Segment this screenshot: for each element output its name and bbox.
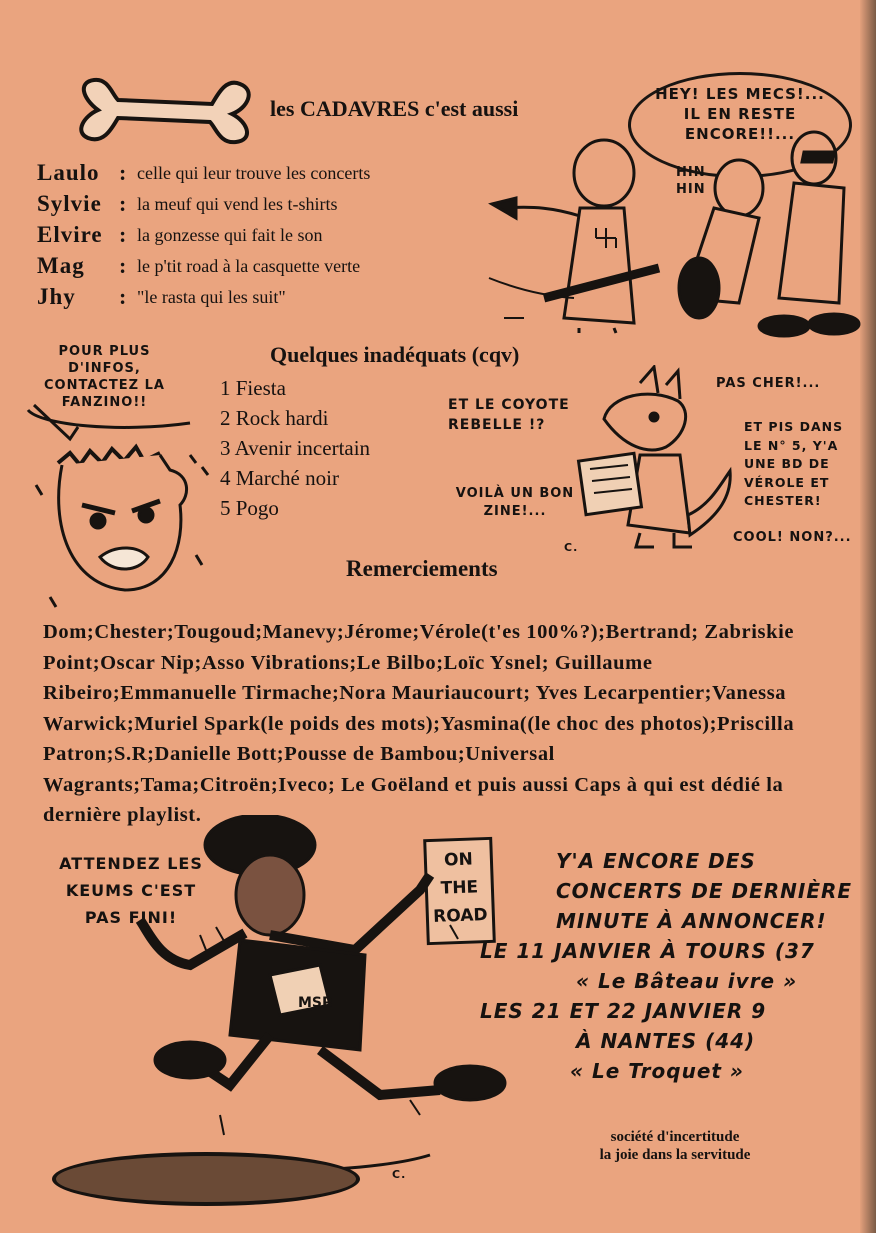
crew-name: Sylvie — [37, 191, 102, 216]
crew-role: le p'tit road à la casquette verte — [137, 256, 361, 276]
crew-row — [37, 284, 477, 315]
separator: : — [119, 253, 127, 278]
song-item: 4 Marché noir — [220, 466, 339, 490]
crew-role: "le rasta qui les suit" — [137, 287, 286, 307]
separator: : — [119, 222, 127, 247]
crew-name: Jhy — [37, 284, 76, 309]
jacket-text: MSP — [298, 995, 333, 1011]
announcement-line: « Le Troquet » — [570, 1059, 744, 1083]
comic-laugh-text: HIN HIN — [676, 165, 706, 197]
crew-name: Elvire — [37, 222, 103, 247]
sign-text: ON THE ROAD — [432, 849, 488, 927]
announcement-line: À NANTES (44) — [576, 1029, 756, 1053]
songs-title: Quelques inadéquats (cqv) — [270, 342, 520, 367]
song-item: 5 Pogo — [220, 496, 279, 520]
bone-icon — [70, 70, 260, 150]
comic-speech-text: HEY! LES MECS!... IL EN RESTE ENCORE!!... — [655, 85, 825, 143]
separator: : — [119, 284, 127, 309]
crew-row — [37, 253, 477, 284]
coyote-good-zine: VOILÀ UN BON ZINE!... — [455, 486, 575, 519]
crew-list — [37, 160, 477, 315]
coyote-bd-note: ET PIS DANS LE N° 5, Y'A UNE BD DE VÉROLE ET CHESTER! — [744, 419, 844, 508]
announcement-line: « Le Bâteau ivre » — [576, 969, 798, 993]
coyote-caption: ET LE COYOTE REBELLE !? — [448, 397, 570, 433]
artist-signature: C. — [564, 541, 579, 554]
crew-role: celle qui leur trouve les concerts — [137, 163, 371, 183]
footer-line: société d'incertitude — [610, 1129, 740, 1145]
rasta-runner-illustration — [120, 815, 530, 1180]
announcement-line: MINUTE À ANNONCER! — [556, 909, 827, 933]
song-item: 1 Fiesta — [220, 376, 286, 400]
separator: : — [119, 191, 127, 216]
crew-row — [37, 160, 477, 191]
crew-name: Laulo — [37, 160, 100, 185]
coyote-cheap: PAS CHER!... — [716, 376, 821, 391]
crew-row — [37, 222, 477, 253]
song-item: 3 Avenir incertain — [220, 436, 371, 460]
announcement-line: CONCERTS DE DERNIÈRE — [556, 879, 853, 903]
coyote-cool: COOL! NON?... — [733, 530, 852, 545]
crew-name: Mag — [37, 253, 85, 278]
crew-role: la gonzesse qui fait le son — [137, 225, 323, 245]
announcement-line: LES 21 ET 22 JANVIER 9 — [480, 999, 767, 1023]
thanks-title: Remerciements — [346, 556, 498, 581]
bottom-left-text: ATTENDEZ LES KEUMS C'EST PAS FINI! — [59, 854, 203, 927]
thanks-text: Dom;Chester;Tougoud;Manevy;Jérome;Vérole(t'es 100%?);Bertrand; Zabriskie Point;Oscar Nip;Asso Vibrations;Le Bilbo;Loïc Ysnel; Guillaume Ribeiro;Emmanuelle Tirmache;Nora Mauriaucourt; Yves Lecarpentier;Vanessa Warwick;Muriel Spark(le poids des mots);Yasmina((le choc des photos);Priscilla Patron;S.R;Danielle Bott;Pousse de Bambou;Universal Wagrants;Tama;Citroën;Iveco; Le Goëland et puis aussi Caps à qui est dédié la dernière playlist. — [43, 621, 795, 826]
songs-list — [220, 373, 440, 523]
angry-face-illustration — [20, 335, 220, 615]
announcement-line: LE 11 JANVIER À TOURS (37 — [480, 939, 815, 963]
song-item: 2 Rock hardi — [220, 406, 329, 430]
bottom-signature: C. — [392, 1168, 407, 1181]
manhole-shadow — [52, 1152, 360, 1206]
separator: : — [119, 160, 127, 185]
left-speech-text: POUR PLUS D'INFOS, CONTACTEZ LA FANZINO!! — [44, 344, 165, 410]
announcements — [480, 846, 860, 1086]
coyote-illustration — [570, 365, 740, 555]
skinheads-comic-illustration — [484, 128, 870, 346]
crew-row — [37, 191, 477, 222]
page-title: les CADAVRES c'est aussi — [270, 96, 519, 121]
crew-role: la meuf qui vend les t-shirts — [137, 194, 338, 214]
footer-line: la joie dans la servitude — [599, 1147, 751, 1163]
announcement-line: Y'A ENCORE DES — [556, 849, 756, 873]
footer — [560, 1128, 790, 1164]
